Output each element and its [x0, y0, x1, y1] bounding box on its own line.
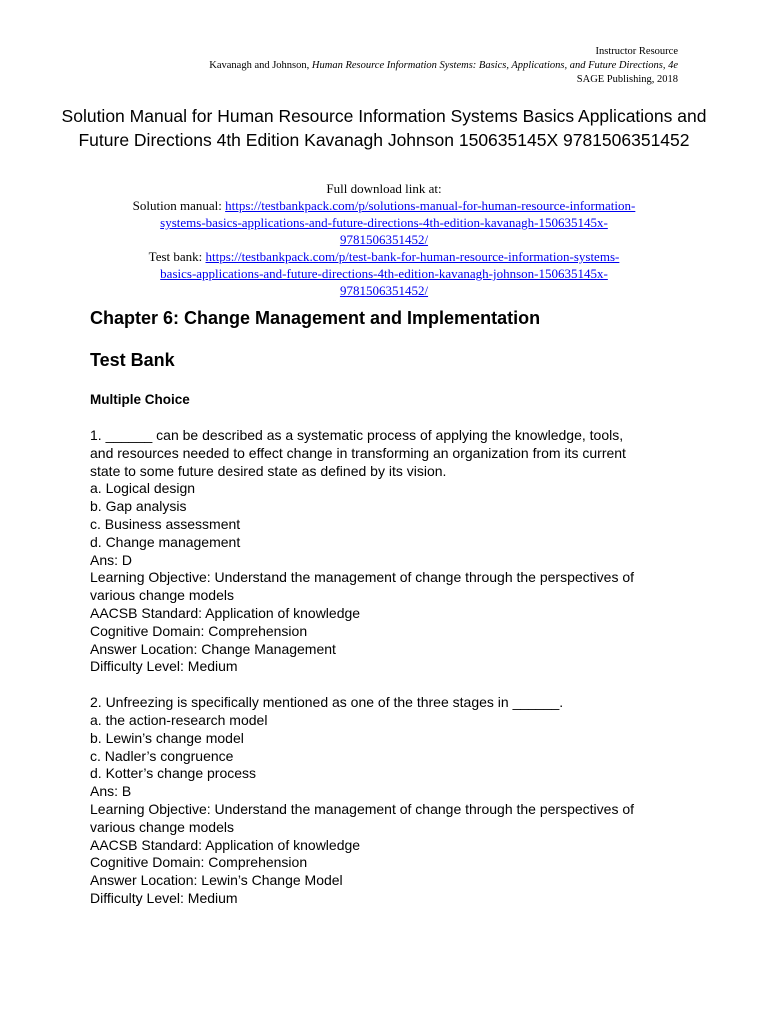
answer-option: c. Nadler’s congruence	[90, 747, 234, 764]
subsection-title: Multiple Choice	[90, 392, 190, 407]
learning-objective: various change models	[90, 818, 234, 835]
test-bank-label: Test bank:	[148, 249, 206, 264]
answer-location: Answer Location: Change Management	[90, 640, 336, 657]
question-line: 1. ______ can be described as a systematic process of applying the knowledge, tools,	[90, 427, 624, 443]
answer-key: Ans: D	[90, 551, 133, 568]
question-line: state to some future desired state as defined by its vision.	[90, 462, 447, 479]
aacsb-standard: AACSB Standard: Application of knowledge	[90, 836, 361, 853]
main-content	[90, 304, 690, 908]
answer-option: a. Logical design	[90, 480, 196, 497]
test-bank-link-block	[60, 248, 708, 299]
solution-manual-label: Solution manual:	[132, 198, 226, 213]
cognitive-domain: Cognitive Domain: Comprehension	[90, 622, 308, 639]
difficulty-level: Difficulty Level: Medium	[90, 889, 238, 906]
learning-objective: Learning Objective: Understand the management of change through the perspectives of	[90, 800, 635, 817]
aacsb-standard: AACSB Standard: Application of knowledge	[90, 604, 361, 621]
question-line: 2. Unfreezing is specifically mentioned as one of the three stages in ______.	[90, 694, 564, 711]
chapter-title: Chapter 6: Change Management and Implementation	[90, 308, 541, 328]
header-authors: Kavanagh and Johnson,	[209, 60, 312, 71]
answer-option: a. the action-research model	[90, 711, 268, 728]
download-links	[60, 180, 708, 299]
header-book-title: Human Resource Information Systems: Basics, Applications, and Future Directions, 4e	[311, 60, 678, 71]
answer-option: c. Business assessment	[90, 515, 241, 532]
answer-location: Answer Location: Lewin’s Change Model	[90, 872, 343, 889]
answer-option: d. Change management	[90, 533, 241, 550]
header-publisher: SAGE Publishing, 2018	[576, 74, 678, 85]
learning-objective: various change models	[90, 587, 234, 604]
difficulty-level: Difficulty Level: Medium	[90, 658, 238, 675]
solution-manual-link-block	[60, 197, 708, 248]
question-line: and resources needed to effect change in transforming an organization from its current	[90, 444, 626, 461]
header-instructor-resource: Instructor Resource	[595, 46, 678, 57]
cognitive-domain: Cognitive Domain: Comprehension	[90, 854, 308, 871]
section-title: Test Bank	[90, 350, 175, 370]
answer-key: Ans: B	[90, 783, 132, 800]
page-header	[209, 45, 678, 87]
answer-option: d. Kotter’s change process	[90, 765, 257, 782]
answer-option: b. Gap analysis	[90, 498, 187, 515]
learning-objective: Learning Objective: Understand the management of change through the perspectives of	[90, 569, 635, 586]
answer-option: b. Lewin’s change model	[90, 729, 244, 746]
download-intro: Full download link at:	[326, 181, 442, 196]
question-2	[90, 694, 690, 908]
question-1	[90, 427, 690, 676]
document-title: Solution Manual for Human Resource Information Systems Basics Applications and Future Directions 4th Edition Kavanagh Johnson 150635145X 9781506351452	[61, 106, 707, 150]
header-book-citation	[209, 59, 678, 73]
solution-manual-link[interactable]: https://testbankpack.com/p/solutions-manual-for-human-resource-information- systems-basics-applications-and-future-directions-4th-edition-kavanagh-150635145x- 9781506351452/	[160, 198, 636, 247]
test-bank-link[interactable]: https://testbankpack.com/p/test-bank-for-human-resource-information-systems- basics-applications-and-future-directions-4th-edition-kavanagh-johnson-150635145x- 9781506351452/	[160, 249, 620, 298]
